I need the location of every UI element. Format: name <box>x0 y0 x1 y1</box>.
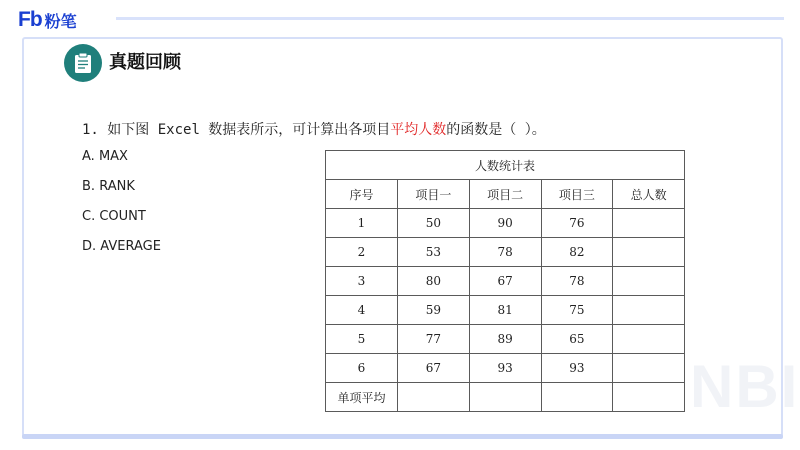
table-cell: 75 <box>541 296 613 325</box>
table-cell: 59 <box>398 296 470 325</box>
option-label: B. <box>82 179 96 194</box>
question-text-before: 如下图 Excel 数据表所示，可计算出各项目 <box>107 122 391 138</box>
table-header-cell: 项目三 <box>541 180 613 209</box>
table-cell: 65 <box>541 325 613 354</box>
logo-text: 粉笔 <box>44 11 77 31</box>
table-cell: 50 <box>398 209 470 238</box>
table-cell <box>398 383 470 412</box>
watermark: NBI <box>690 353 800 420</box>
table-cell <box>613 354 685 383</box>
table-cell: 3 <box>326 267 398 296</box>
table-cell: 67 <box>398 354 470 383</box>
table-cell: 80 <box>398 267 470 296</box>
table-cell: 78 <box>469 238 541 267</box>
option-d[interactable] <box>82 239 161 269</box>
table-header-cell: 项目二 <box>469 180 541 209</box>
logo-mark: Fb <box>18 8 42 31</box>
table-row <box>326 354 685 383</box>
table-header-cell: 序号 <box>326 180 398 209</box>
table-title-row <box>326 151 685 180</box>
table-cell: 5 <box>326 325 398 354</box>
table-cell: 76 <box>541 209 613 238</box>
table-cell: 81 <box>469 296 541 325</box>
table-title: 人数统计表 <box>326 151 685 180</box>
question-text-after: 的函数是（ ）。 <box>446 122 546 138</box>
option-a[interactable] <box>82 149 161 179</box>
table-cell <box>541 383 613 412</box>
table-row <box>326 325 685 354</box>
table-cell: 单项平均 <box>326 383 398 412</box>
option-b[interactable] <box>82 179 161 209</box>
table-cell: 90 <box>469 209 541 238</box>
option-label: A. <box>82 149 95 164</box>
section-title: 真题回顾 <box>109 52 181 73</box>
table-cell: 2 <box>326 238 398 267</box>
table-header-cell: 项目一 <box>398 180 470 209</box>
option-text: AVERAGE <box>100 239 161 254</box>
question-number: 1. <box>82 122 99 138</box>
option-c[interactable] <box>82 209 161 239</box>
header-divider <box>116 17 784 20</box>
table-cell: 4 <box>326 296 398 325</box>
table-cell: 67 <box>469 267 541 296</box>
table-cell <box>613 267 685 296</box>
table-cell <box>469 383 541 412</box>
option-label: C. <box>82 209 96 224</box>
table-row <box>326 238 685 267</box>
option-label: D. <box>82 239 97 254</box>
table-cell: 78 <box>541 267 613 296</box>
table-header-cell: 总人数 <box>613 180 685 209</box>
question-highlight: 平均人数 <box>390 122 447 138</box>
table-cell: 53 <box>398 238 470 267</box>
table-cell: 93 <box>541 354 613 383</box>
table-cell: 93 <box>469 354 541 383</box>
table-cell: 89 <box>469 325 541 354</box>
card-bottom-border <box>22 434 783 439</box>
stats-table <box>325 150 685 412</box>
brand-logo <box>18 8 77 32</box>
clipboard-icon <box>64 44 102 82</box>
table-header-row <box>326 180 685 209</box>
table-cell: 6 <box>326 354 398 383</box>
table-row-average <box>326 383 685 412</box>
option-text: MAX <box>98 149 128 164</box>
table-cell: 77 <box>398 325 470 354</box>
table-cell <box>613 238 685 267</box>
answer-options <box>82 149 161 269</box>
top-bar <box>0 0 800 40</box>
table-cell <box>613 209 685 238</box>
table-cell <box>613 325 685 354</box>
table-row <box>326 296 685 325</box>
option-text: COUNT <box>99 209 146 224</box>
option-text: RANK <box>99 179 135 194</box>
table-cell <box>613 383 685 412</box>
table-row <box>326 267 685 296</box>
table-row <box>326 209 685 238</box>
table-cell: 82 <box>541 238 613 267</box>
table-cell <box>613 296 685 325</box>
question-stem <box>82 119 546 139</box>
table-cell: 1 <box>326 209 398 238</box>
